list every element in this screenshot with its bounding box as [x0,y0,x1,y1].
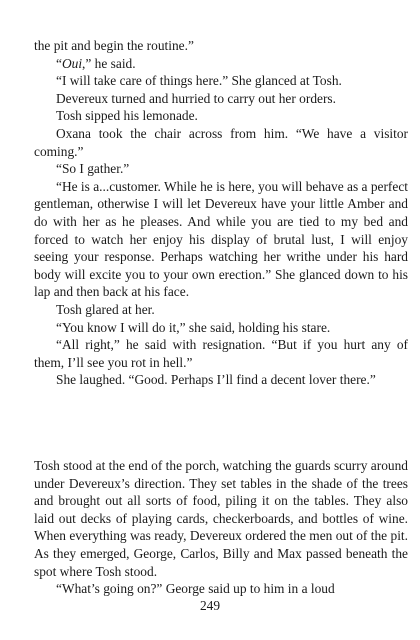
paragraph: “So I gather.” [56,161,130,177]
paragraph: “I will take care of things here.” She glanced at Tosh. [56,73,342,89]
text-section-1 [34,37,408,389]
italic-word: Oui [61,55,83,71]
paragraph: “All right,” he said with resignation. “But if you hurt any of them, I’ll see you rot in hell.” [34,337,408,370]
paragraph: Devereux turned and hurried to carry out her orders. [56,90,336,106]
text-section-2 [34,457,408,598]
paragraph: Tosh sipped his lemonade. [56,108,198,124]
paragraph: Oxana took the chair across from him. “We have a visitor coming.” [34,125,408,159]
paragraph: Tosh glared at her. [56,301,155,317]
paragraph: She laughed. “Good. Perhaps I’ll find a decent lover there.” [56,372,376,388]
paragraph: Tosh stood at the end of the porch, watching the guards scurry around under Devereux’s direction. They set tables in the shade of the trees and brought out all sorts of food, piling it on the tables. They also laid out decks of playing cards, checkerboards, and bottles of wine. When everything was ready, Devereux ordered the men out of the pit. As they emerged, George, Carlos, Billy and Max passed beneath the spot where Tosh stood. [34,458,408,579]
paragraph: “What’s going on?” George said up to him in a loud [56,581,335,597]
paragraph: the pit and begin the routine.” [34,38,194,53]
paragraph: “You know I will do it,” she said, holding his stare. [56,319,331,335]
page-number: 249 [199,598,221,613]
paragraph: “Oui,” he said. [56,55,136,71]
paragraph: “He is a...customer. While he is here, you will behave as a perfect gentleman, otherwise I will let Devereux have your little Amber and do with her as he pleases. And while you are tied to my bed and forced to watch her enjoy his display of brutal lust, I will enjoy seeing your response. Perhaps watching her writhe under his hard body will excite you to your own erection.” She glanced down to his lap and then back at his face. [34,178,408,300]
